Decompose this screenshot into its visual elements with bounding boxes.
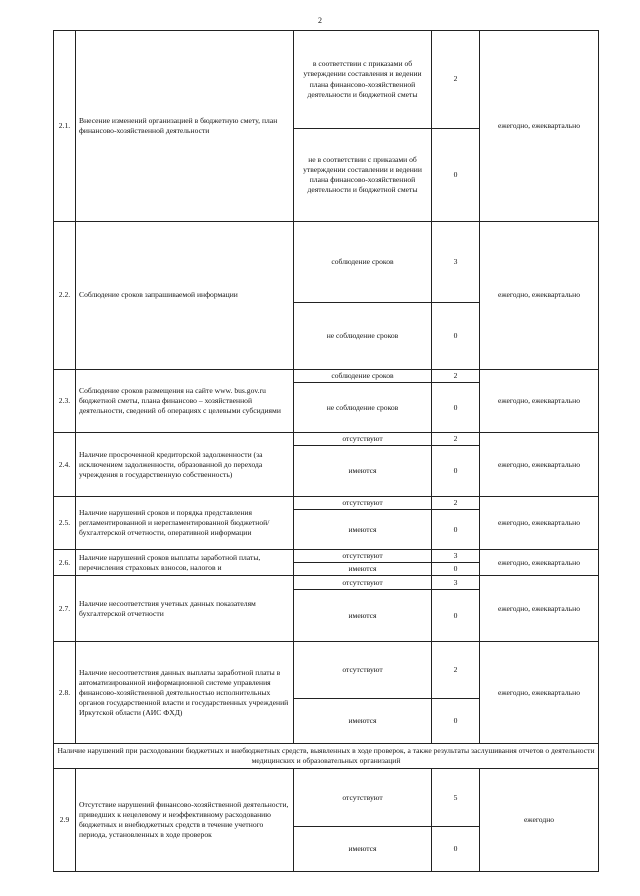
table-row (54, 497, 599, 510)
criterion-cell: отсутствуют (294, 550, 432, 563)
points-cell: 0 (432, 699, 480, 744)
points-cell: 0 (432, 129, 480, 222)
indicator-cell: Наличие нарушений сроков выплаты заработной платы, перечисления страховых взносов, налогов и (76, 550, 294, 576)
points-cell: 3 (432, 550, 480, 563)
row-number: 2.5. (54, 497, 76, 550)
points-cell: 0 (432, 590, 480, 642)
points-cell: 2 (432, 497, 480, 510)
table-row (54, 550, 599, 563)
indicator-cell: Внесение изменений организацией в бюджетную смету, план финансово-хозяйственной деятельности (76, 31, 294, 222)
table-row (54, 222, 599, 303)
row-number: 2.8. (54, 642, 76, 744)
table-row (54, 31, 599, 129)
points-cell: 2 (432, 642, 480, 699)
points-cell: 2 (432, 31, 480, 129)
criterion-cell: отсутствуют (294, 576, 432, 590)
criterion-cell: не соблюдение сроков (294, 303, 432, 370)
period-cell: ежегодно, ежеквартально (480, 642, 599, 744)
section-header: Наличие нарушений при расходовании бюджетных и внебюджетных средств, выявленных в ходе проверок, а также результаты заслушивания отчетов о деятельности медицинских и образовательных организаций (54, 744, 599, 769)
points-cell: 5 (432, 769, 480, 827)
table-row (54, 769, 599, 827)
table-row (54, 642, 599, 699)
row-number: 2.3. (54, 370, 76, 433)
points-cell: 3 (432, 222, 480, 303)
criterion-cell: отсутствуют (294, 642, 432, 699)
criterion-cell: имеются (294, 699, 432, 744)
period-cell: ежегодно, ежеквартально (480, 433, 599, 497)
criterion-cell: отсутствуют (294, 433, 432, 446)
criterion-cell: отсутствуют (294, 769, 432, 827)
row-number: 2.7. (54, 576, 76, 642)
row-number: 2.9 (54, 769, 76, 872)
criterion-cell: не соблюдение сроков (294, 383, 432, 433)
criterion-cell: не в соответствии с приказами об утверждении составлении и ведении плана финансово-хозяйственной деятельности и бюджетной сметы (294, 129, 432, 222)
period-cell: ежегодно, ежеквартально (480, 497, 599, 550)
criterion-cell: имеются (294, 563, 432, 576)
table-row (54, 370, 599, 383)
criterion-cell: имеются (294, 590, 432, 642)
indicator-cell: Наличие просроченной кредиторской задолженности (за исключением задолженности, образованной до перехода учреждения в государственную собственность) (76, 433, 294, 497)
indicator-cell: Наличие несоответствия данных выплаты заработной платы в автоматизированной информационной системе управления финансово-хозяйственной деятельностью исполнительных органов государственной власти и государственных учреждений Иркутской области (АИС ФХД) (76, 642, 294, 744)
table-row (54, 433, 599, 446)
table-row (54, 576, 599, 590)
criterion-cell: в соответствии с приказами об утверждении составления и ведении плана финансово-хозяйственной деятельности и бюджетной сметы (294, 31, 432, 129)
points-cell: 2 (432, 370, 480, 383)
criterion-cell: отсутствуют (294, 497, 432, 510)
points-cell: 0 (432, 383, 480, 433)
row-number: 2.2. (54, 222, 76, 370)
criterion-cell: соблюдение сроков (294, 370, 432, 383)
period-cell: ежегодно, ежеквартально (480, 550, 599, 576)
period-cell: ежегодно, ежеквартально (480, 370, 599, 433)
criterion-cell: имеются (294, 446, 432, 497)
points-cell: 2 (432, 433, 480, 446)
criterion-cell: соблюдение сроков (294, 222, 432, 303)
points-cell: 0 (432, 510, 480, 550)
period-cell: ежегодно, ежеквартально (480, 222, 599, 370)
table-row (54, 744, 599, 769)
indicator-cell: Наличие нарушений сроков и порядка представления регламентированной и нерегламентированной бюджетной/бухгалтерской отчетности, оперативной информации (76, 497, 294, 550)
period-cell: ежегодно, ежеквартально (480, 31, 599, 222)
period-cell: ежегодно (480, 769, 599, 872)
period-cell: ежегодно, ежеквартально (480, 576, 599, 642)
indicator-cell: Отсутствие нарушений финансово-хозяйственной деятельности, приведших к нецелевому и неэффективному расходованию бюджетных и внебюджетных средств в течение учетного периода, установленных в ходе проверок (76, 769, 294, 872)
row-number: 2.6. (54, 550, 76, 576)
points-cell: 3 (432, 576, 480, 590)
points-cell: 0 (432, 563, 480, 576)
indicator-cell: Наличие несоответствия учетных данных показателям бухгалтерской отчетности (76, 576, 294, 642)
criteria-table (53, 30, 599, 872)
indicator-cell: Соблюдение сроков размещения на сайте www. bus.gov.ru бюджетной сметы, плана финансово – хозяйственной деятельности, сведений об операциях с целевыми субсидиями (76, 370, 294, 433)
points-cell: 0 (432, 446, 480, 497)
points-cell: 0 (432, 303, 480, 370)
criterion-cell: имеются (294, 510, 432, 550)
indicator-cell: Соблюдение сроков запрашиваемой информации (76, 222, 294, 370)
row-number: 2.1. (54, 31, 76, 222)
criterion-cell: имеются (294, 827, 432, 872)
page-number: 2 (318, 16, 322, 25)
points-cell: 0 (432, 827, 480, 872)
row-number: 2.4. (54, 433, 76, 497)
